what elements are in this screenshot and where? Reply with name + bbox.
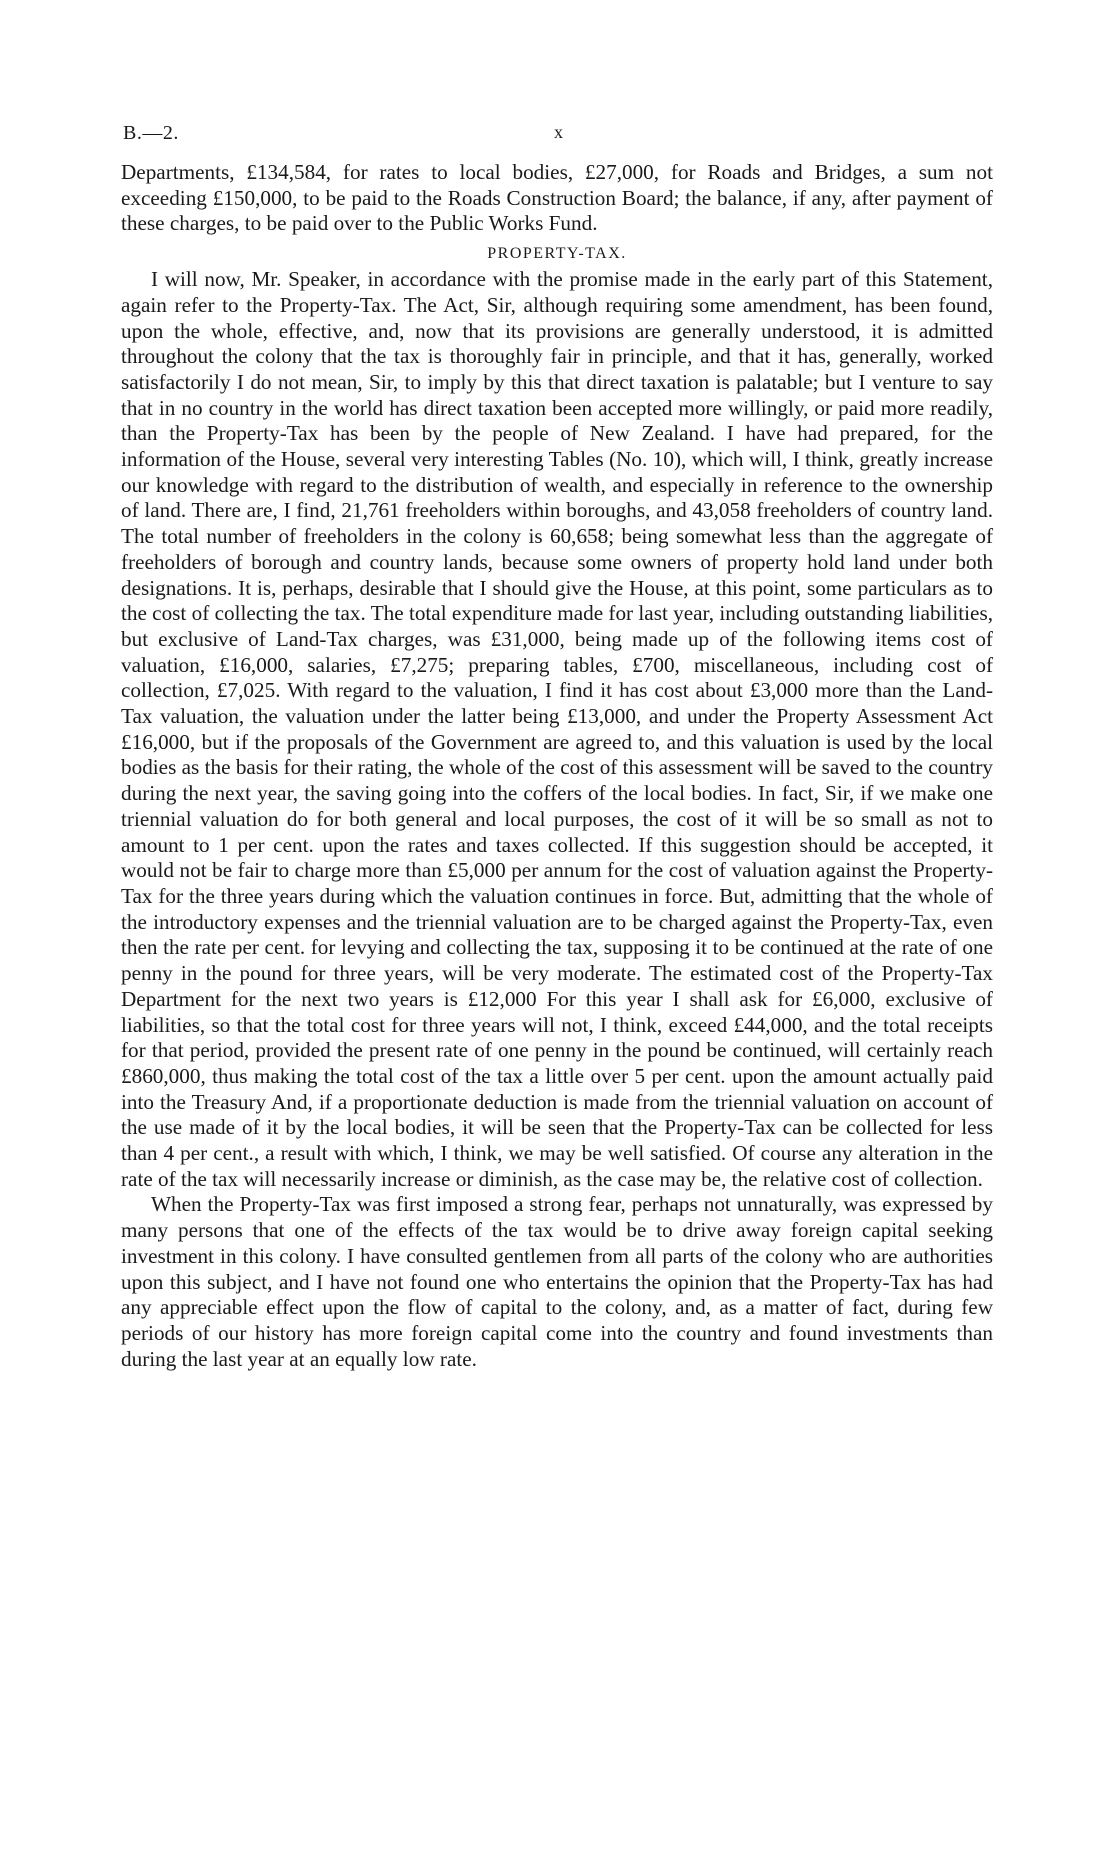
foreign-capital-paragraph: When the Property-Tax was first imposed a strong fear, perhaps not unnaturally, was expressed by many persons that one of the effects of the tax would be to drive away foreign capital seeking investment in this colony. I have consulted gentlemen from all parts of the colony who are authorities upon this subject, and I have not found one who entertains the opinion that the Property-Tax has had any appreciable effect upon the flow of capital to the colony, and, as a matter of fact, during few periods of our history has more foreign capital come into the country and found investments than during the last year at an equally low rate. [121, 1192, 993, 1371]
page-number: x [554, 122, 564, 142]
document-page [121, 122, 993, 1372]
document-reference: B.—2. [123, 122, 179, 144]
continuation-paragraph: Departments, £134,584, for rates to local bodies, £27,000, for Roads and Bridges, a sum not exceeding £150,000, to be paid to the Roads Construction Board; the balance, if any, after payment of these charges, to be paid over to the Public Works Fund. [121, 160, 993, 236]
running-header [121, 122, 993, 146]
property-tax-paragraph: I will now, Mr. Speaker, in accordance with the promise made in the early part of this Statement, again refer to the Property-Tax. The Act, Sir, although requiring some amendment, has been found, upon the whole, effective, and, now that its provisions are generally understood, it is admitted throughout the colony that the tax is thoroughly fair in principle, and that it has, generally, worked satisfactorily I do not mean, Sir, to imply by this that direct taxation is palatable; but I venture to say that in no country in the world has direct taxation been accepted more willingly, or paid more readily, than the Property-Tax has been by the people of New Zealand. I have had prepared, for the information of the House, several very interesting Tables (No. 10), which will, I think, greatly increase our knowledge with regard to the distribution of wealth, and especially in reference to the ownership of land. There are, I find, 21,761 freeholders within boroughs, and 43,058 freeholders of country land. The total number of freeholders in the colony is 60,658; being somewhat less than the aggregate of freeholders of borough and country lands, because some owners of property hold land under both designations. It is, perhaps, desirable that I should give the House, at this point, some particulars as to the cost of collecting the tax. The total expenditure made for last year, including outstanding liabilities, but exclusive of Land-Tax charges, was £31,000, being made up of the following items cost of valuation, £16,000, salaries, £7,275; preparing tables, £700, miscellaneous, including cost of collection, £7,025. With regard to the valuation, I find it has cost about £3,000 more than the Land-Tax valuation, the valuation under the latter being £13,000, and under the Property Assessment Act £16,000, but if the proposals of the Government are agreed to, and this valuation is used by the local bodies as the basis for their rating, the whole of the cost of this assessment will be saved to the country during the next year, the saving going into the coffers of the local bodies. In fact, Sir, if we make one triennial valuation do for both general and local purposes, the cost of it will be so small as not to amount to 1 per cent. upon the rates and taxes collected. If this suggestion should be accepted, it would not be fair to charge more than £5,000 per annum for the cost of valuation against the Property-Tax for the three years during which the valuation continues in force. But, admitting that the whole of the introductory expenses and the triennial valuation are to be charged against the Property-Tax, even then the rate per cent. for levying and collecting the tax, supposing it to be continued at the rate of one penny in the pound for three years, will be very moderate. The estimated cost of the Property-Tax Department for the next two years is £12,000 For this year I shall ask for £6,000, exclusive of liabilities, so that the total cost for three years will not, I think, exceed £44,000, and the total receipts for that period, provided the present rate of one penny in the pound be continued, will certainly reach £860,000, thus making the total cost of the tax a little over 5 per cent. upon the amount actually paid into the Treasury And, if a proportionate deduction is made from the triennial valuation on account of the use made of it by the local bodies, it will be seen that the Property-Tax can be collected for less than 4 per cent., a result with which, I think, we may be well satisfied. Of course any alteration in the rate of the tax will necessarily increase or diminish, as the case may be, the relative cost of collection. [121, 267, 993, 1191]
section-heading: PROPERTY-TAX. [487, 245, 627, 263]
